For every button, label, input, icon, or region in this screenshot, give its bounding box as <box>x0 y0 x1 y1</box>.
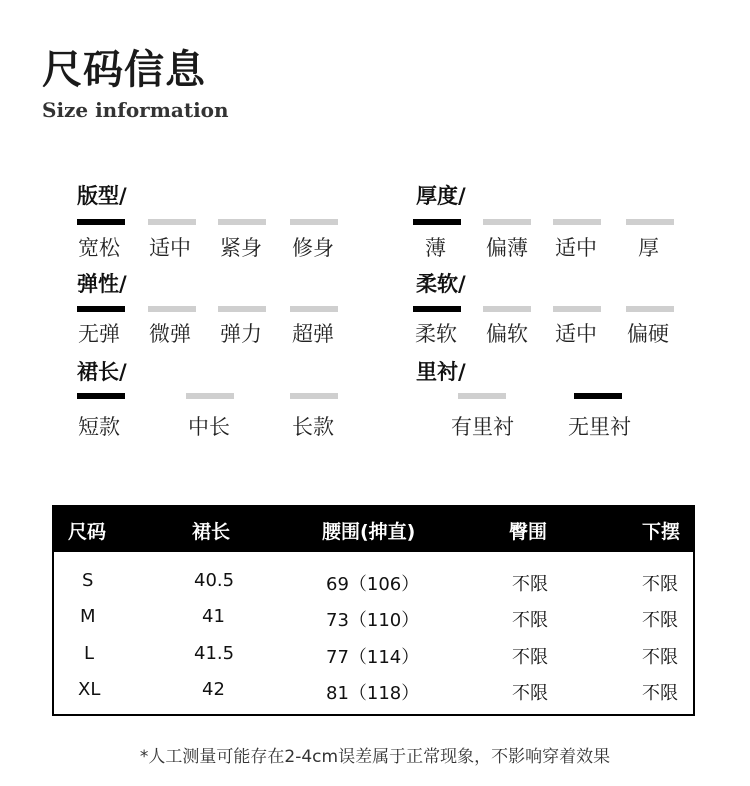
softness-indicator-2 <box>553 306 601 312</box>
size-table-header <box>54 507 693 552</box>
cell-length-s: 40.5 <box>194 570 235 591</box>
cell-hip-xl: 不限 <box>512 683 548 704</box>
cell-hip-l: 不限 <box>512 647 548 668</box>
thickness-indicator-0 <box>413 219 461 225</box>
cell-size-m: M <box>80 606 96 627</box>
lining-option-0: 有里衬 <box>451 415 514 439</box>
fit-indicator-0 <box>77 219 125 225</box>
thickness-indicator-2 <box>553 219 601 225</box>
fit-option-0: 宽松 <box>78 236 120 260</box>
lining-indicator-0 <box>458 393 506 399</box>
cell-waist-l: 77（114） <box>326 647 420 668</box>
thickness-option-1: 偏薄 <box>486 236 528 260</box>
softness-option-0: 柔软 <box>415 322 457 346</box>
thickness-label: 厚度/ <box>416 184 466 208</box>
elasticity-option-2: 弹力 <box>220 322 262 346</box>
cell-size-xl: XL <box>78 679 101 700</box>
cell-waist-s: 69（106） <box>326 574 420 595</box>
fit-indicator-1 <box>148 219 196 225</box>
fit-option-3: 修身 <box>292 236 334 260</box>
elasticity-label: 弹性/ <box>77 272 127 296</box>
fit-label: 版型/ <box>77 184 127 208</box>
cell-hem-s: 不限 <box>642 574 678 595</box>
fit-indicator-2 <box>218 219 266 225</box>
softness-option-3: 偏硬 <box>627 322 669 346</box>
cell-hem-m: 不限 <box>642 610 678 631</box>
thickness-option-3: 厚 <box>638 236 659 260</box>
cell-hip-m: 不限 <box>512 610 548 631</box>
cell-hip-s: 不限 <box>512 574 548 595</box>
elasticity-indicator-3 <box>290 306 338 312</box>
elasticity-indicator-1 <box>148 306 196 312</box>
header-hip: 臀围 <box>509 521 548 543</box>
softness-option-1: 偏软 <box>486 322 528 346</box>
header-waist: 腰围(抻直) <box>322 521 416 543</box>
length-option-1: 中长 <box>188 415 230 439</box>
header-length: 裙长 <box>192 521 231 543</box>
cell-waist-m: 73（110） <box>326 610 420 631</box>
header-size: 尺码 <box>68 521 107 543</box>
thickness-option-2: 适中 <box>555 236 597 260</box>
cell-length-m: 41 <box>202 606 225 627</box>
size-table <box>52 505 695 716</box>
elasticity-option-1: 微弹 <box>149 322 191 346</box>
measurement-footnote: *人工测量可能存在2-4cm误差属于正常现象，不影响穿着效果 <box>139 747 611 767</box>
softness-indicator-0 <box>413 306 461 312</box>
page-title: 尺码信息 <box>42 47 206 93</box>
softness-indicator-3 <box>626 306 674 312</box>
fit-indicator-3 <box>290 219 338 225</box>
softness-label: 柔软/ <box>416 272 466 296</box>
cell-length-l: 41.5 <box>194 643 235 664</box>
softness-option-2: 适中 <box>555 322 597 346</box>
thickness-indicator-1 <box>483 219 531 225</box>
thickness-indicator-3 <box>626 219 674 225</box>
length-option-0: 短款 <box>78 415 120 439</box>
length-label: 裙长/ <box>77 360 127 384</box>
length-indicator-2 <box>290 393 338 399</box>
cell-hem-l: 不限 <box>642 647 678 668</box>
lining-label: 里衬/ <box>416 360 466 384</box>
elasticity-option-3: 超弹 <box>292 322 334 346</box>
length-option-2: 长款 <box>292 415 334 439</box>
header-hem: 下摆 <box>642 521 681 543</box>
page-subtitle: Size information <box>42 98 229 122</box>
cell-size-s: S <box>82 570 94 591</box>
length-indicator-1 <box>186 393 234 399</box>
elasticity-indicator-0 <box>77 306 125 312</box>
cell-length-xl: 42 <box>202 679 225 700</box>
elasticity-indicator-2 <box>218 306 266 312</box>
cell-hem-xl: 不限 <box>642 683 678 704</box>
length-indicator-0 <box>77 393 125 399</box>
cell-waist-xl: 81（118） <box>326 683 420 704</box>
cell-size-l: L <box>84 643 95 664</box>
thickness-option-0: 薄 <box>425 236 446 260</box>
lining-indicator-1 <box>574 393 622 399</box>
fit-option-2: 紧身 <box>220 236 262 260</box>
elasticity-option-0: 无弹 <box>78 322 120 346</box>
softness-indicator-1 <box>483 306 531 312</box>
lining-option-1: 无里衬 <box>568 415 631 439</box>
fit-option-1: 适中 <box>149 236 191 260</box>
